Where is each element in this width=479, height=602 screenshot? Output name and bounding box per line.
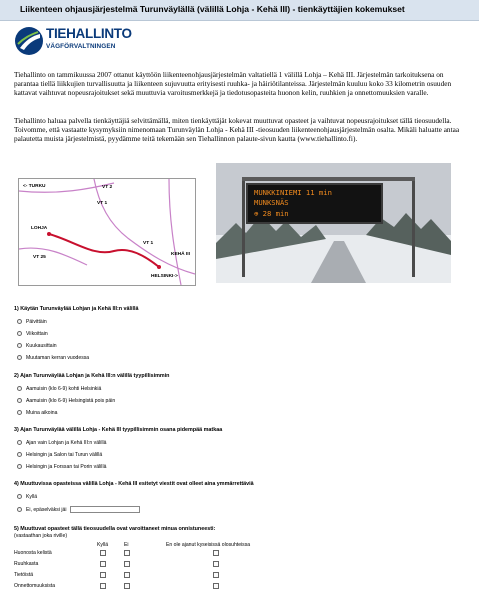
q5-congestion-no-checkbox[interactable] bbox=[124, 561, 130, 567]
logo-name: TIEHALLINTO bbox=[46, 26, 132, 41]
q1-option-1[interactable]: Päivittäin bbox=[17, 317, 47, 326]
route-map bbox=[18, 178, 196, 286]
map-label-helsinki: HELSINKI-> bbox=[151, 274, 178, 279]
radio-button[interactable] bbox=[17, 355, 22, 360]
tiehallinto-logo bbox=[14, 26, 132, 56]
radio-button[interactable] bbox=[17, 398, 22, 403]
q5-row-accidents: Onnettomuuksista bbox=[14, 582, 314, 591]
q2-option-1[interactable]: Aamuisin (klo 6-9) kohti Helsinkiä bbox=[17, 384, 101, 393]
sign-photo bbox=[216, 163, 451, 283]
q1-option-4[interactable]: Muutaman kerran vuodessa bbox=[17, 353, 89, 362]
map-label-turku: <- TURKU bbox=[23, 184, 46, 189]
map-label-lohja: LOHJA bbox=[31, 226, 48, 231]
q5-congestion-yes-checkbox[interactable] bbox=[100, 561, 106, 567]
q4-option-no[interactable]: Ei, epäselväksi jäi bbox=[17, 505, 140, 514]
q5-roadworks-yes-checkbox[interactable] bbox=[100, 572, 106, 578]
question-5-subtitle: (vastaathan joka riville) bbox=[14, 533, 68, 539]
question-2-title: 2) Ajan Turunväylää Lohjan ja Kehä III:n välillä tyypillisimmin bbox=[14, 373, 170, 379]
q5-weather-no-checkbox[interactable] bbox=[124, 550, 130, 556]
logo-subtitle: VÄGFÖRVALTNINGEN bbox=[46, 43, 116, 50]
map-label-vt2: VT 2 bbox=[102, 185, 113, 190]
q4-unclear-input[interactable] bbox=[70, 506, 140, 513]
q5-congestion-notdriven-checkbox[interactable] bbox=[213, 561, 219, 567]
sign-line-2: MUNKSNÄS bbox=[254, 198, 289, 207]
q5-row-weather: Huonosta kelistä bbox=[14, 549, 314, 558]
radio-button[interactable] bbox=[17, 410, 22, 415]
road-logo-icon bbox=[14, 26, 44, 56]
sign-line-3: ⊕ 28 min bbox=[254, 209, 289, 218]
question-5-title: 5) Muuttuvat opasteet tällä tieosuudella ovat varoittaneet minua onnistuneesti: bbox=[14, 526, 216, 532]
map-label-keha: KEHÄ III bbox=[171, 252, 190, 257]
intro-paragraph-1: Tiehallinto on tammikuussa 2007 ottanut käyttöön liikenteenohjausjärjestelmän valtatiellä 1 välillä Lohja – Kehä III. Järjestelmän tarkoituksena on parantaa tiellä liikkujien turvallisuutta ja liikenteen sujuvuutta erityisesti ruuhka- ja häiriötilanteissa. Järjestelmän kuuluu koko 33 kilometrin osuuden kattavat vaihtuvat nopeusrajoitukset sekä muuttuvia varoitusmerkkejä ja tiedotusopasteita huonon kelin, ruuhkien ja onnettomuuksien varalle. bbox=[14, 70, 452, 98]
radio-button[interactable] bbox=[17, 343, 22, 348]
radio-button[interactable] bbox=[17, 507, 22, 512]
radio-button[interactable] bbox=[17, 440, 22, 445]
variable-message-sign bbox=[246, 183, 383, 224]
map-label-vt25: VT 25 bbox=[33, 255, 46, 260]
question-4-title: 4) Muuttuvissa opasteissa välillä Lohja - Kehä III esitetyt viestit ovat olleet aina ymmärrettäviä bbox=[14, 481, 254, 487]
q5-roadworks-notdriven-checkbox[interactable] bbox=[213, 572, 219, 578]
q5-weather-yes-checkbox[interactable] bbox=[100, 550, 106, 556]
q5-column-yes: Kyllä bbox=[97, 542, 109, 548]
q5-accidents-yes-checkbox[interactable] bbox=[100, 583, 106, 589]
q2-option-3[interactable]: Muina aikoina bbox=[17, 408, 57, 417]
q1-option-2[interactable]: Viikoittain bbox=[17, 329, 48, 338]
q5-roadworks-no-checkbox[interactable] bbox=[124, 572, 130, 578]
radio-button[interactable] bbox=[17, 494, 22, 499]
radio-button[interactable] bbox=[17, 464, 22, 469]
radio-button[interactable] bbox=[17, 331, 22, 336]
q1-option-3[interactable]: Kuukausittain bbox=[17, 341, 57, 350]
q5-column-not-driven: En ole ajanut kyseisissä olosuhteissa bbox=[166, 542, 251, 548]
intro-paragraph-2: Tiehallinto haluaa palvella tienkäyttäjiä selvittämällä, miten tienkäyttäjät kokevat muuttuvat opasteet ja vaihtuvat nopeusrajoitukset tällä tieosuudella. Toivomme, että vastaatte kysymyksiin nimenomaan Turunväylän Lohja - Kehä III -tieosuuden liikenteenohjausjärjestelmän osalta. Mikäli haluatte antaa palautetta muista järjestelmistä, pyydämme teitä tekemään sen Tiehallinnon palaute-sivun kautta (www.tiehallinto.fi). bbox=[14, 116, 460, 144]
map-label-vt1-mid: VT 1 bbox=[143, 241, 154, 246]
q5-accidents-no-checkbox[interactable] bbox=[124, 583, 130, 589]
q2-option-2[interactable]: Aamuisin (klo 6-9) Helsingistä pois päin bbox=[17, 396, 115, 405]
q5-accidents-notdriven-checkbox[interactable] bbox=[213, 583, 219, 589]
q5-row-roadworks: Tietöistä bbox=[14, 571, 314, 580]
q3-option-2[interactable]: Helsingin ja Salon tai Turun välillä bbox=[17, 450, 102, 459]
map-label-vt1-top: VT 1 bbox=[97, 201, 108, 206]
q4-option-yes[interactable]: Kyllä bbox=[17, 492, 37, 501]
radio-button[interactable] bbox=[17, 386, 22, 391]
page-title: Liikenteen ohjausjärjestelmä Turunväylällä (välillä Lohja - Kehä III) - tienkäyttäjien kokemukset bbox=[20, 4, 405, 14]
q5-weather-notdriven-checkbox[interactable] bbox=[213, 550, 219, 556]
radio-button[interactable] bbox=[17, 452, 22, 457]
q3-option-1[interactable]: Ajan vain Lohjan ja Kehä III:n välillä bbox=[17, 438, 106, 447]
question-1-title: 1) Käytän Turunväylää Lohjan ja Kehä III:n välillä bbox=[14, 306, 139, 312]
radio-button[interactable] bbox=[17, 319, 22, 324]
question-3-title: 3) Ajan Turunväylää välillä Lohja - Kehä III tyypillisimmin osana pidempää matkaa bbox=[14, 427, 223, 433]
sign-line-1: MUNKKINIEMI 11 min bbox=[254, 188, 332, 197]
q5-row-congestion: Ruuhkasta bbox=[14, 560, 314, 569]
route-map-graphic bbox=[19, 179, 195, 285]
q3-option-3[interactable]: Helsingin ja Forssan tai Porin välillä bbox=[17, 462, 106, 471]
q5-column-no: Ei bbox=[124, 542, 129, 548]
